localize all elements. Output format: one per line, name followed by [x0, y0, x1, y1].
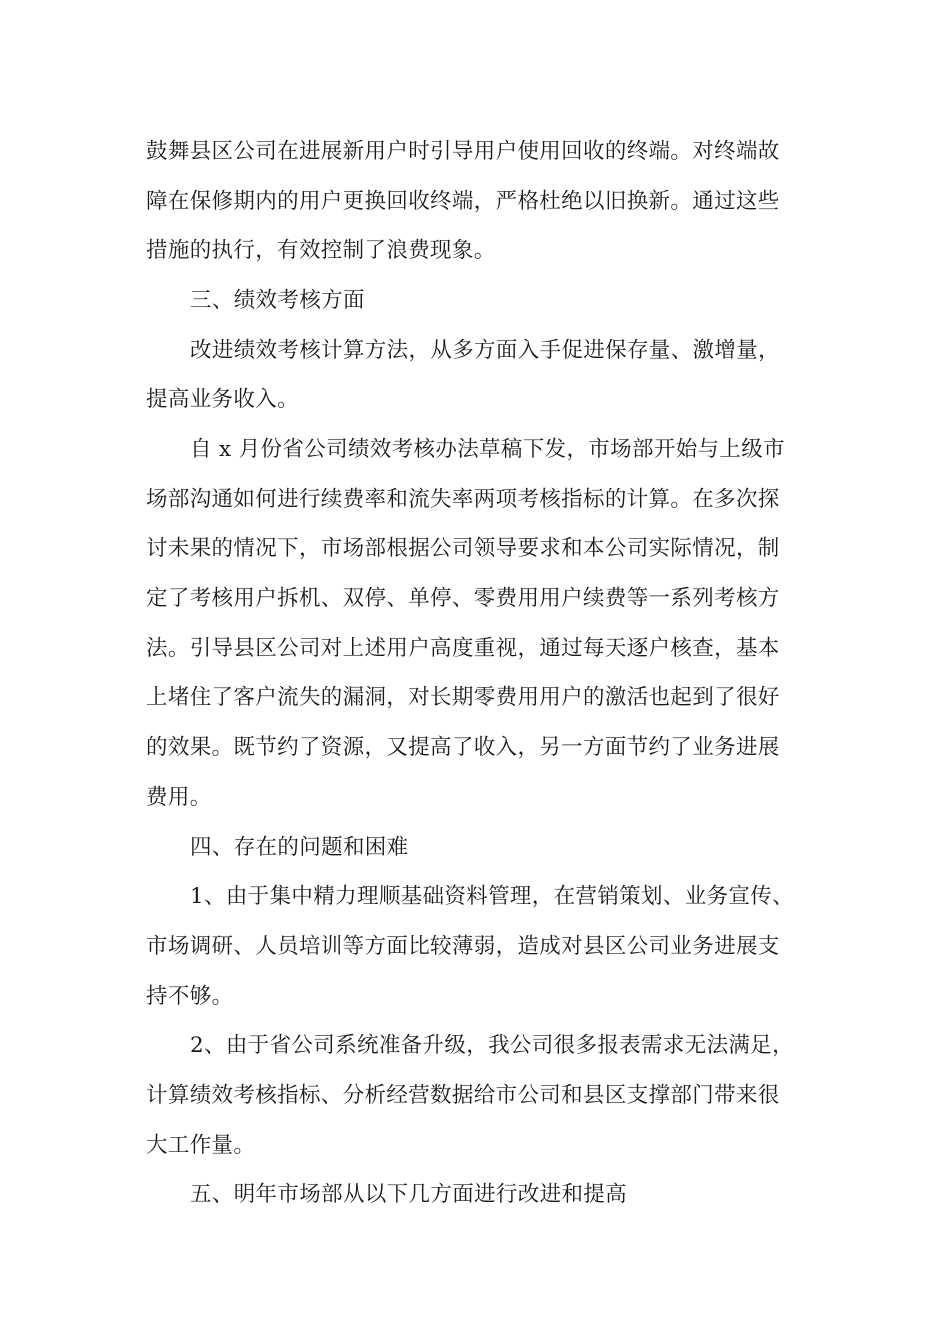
section-heading: 四、存在的问题和困难	[190, 835, 409, 860]
paragraph-line: 自 x 月份省公司绩效考核办法草稿下发，市场部开始与上级市	[190, 437, 785, 462]
section-heading: 三、绩效考核方面	[190, 288, 365, 313]
paragraph-line: 提高业务收入。	[146, 387, 299, 412]
paragraph-line: 费用。	[146, 785, 212, 810]
paragraph-line: 2、由于省公司系统准备升级，我公司很多报表需求无法满足，	[190, 1033, 794, 1058]
paragraph-line: 改进绩效考核计算方法，从多方面入手促进保存量、激增量，	[190, 338, 780, 363]
paragraph-line: 持不够。	[146, 984, 234, 1009]
paragraph-line: 定了考核用户拆机、双停、单停、零费用用户续费等一系列考核方	[146, 586, 780, 611]
paragraph-line: 讨未果的情况下，市场部根据公司领导要求和本公司实际情况，制	[146, 536, 780, 561]
paragraph-line: 计算绩效考核指标、分析经营数据给市公司和县区支撑部门带来很	[146, 1083, 780, 1108]
paragraph-line: 1、由于集中精力理顺基础资料管理，在营销策划、业务宣传、	[190, 884, 794, 909]
paragraph-line: 措施的执行，有效控制了浪费现象。	[146, 238, 496, 263]
paragraph-line: 的效果。既节约了资源，又提高了收入，另一方面节约了业务进展	[146, 735, 780, 760]
paragraph-line: 法。引导县区公司对上述用户高度重视，通过每天逐户核查，基本	[146, 636, 780, 661]
paragraph-line: 大工作量。	[146, 1133, 256, 1158]
paragraph-line: 场部沟通如何进行续费率和流失率两项考核指标的计算。在多次探	[146, 487, 780, 512]
section-heading: 五、明年市场部从以下几方面进行改进和提高	[190, 1182, 628, 1207]
paragraph-line: 上堵住了客户流失的漏洞，对长期零费用用户的激活也起到了很好	[146, 685, 780, 710]
paragraph-line: 市场调研、人员培训等方面比较薄弱，造成对县区公司业务进展支	[146, 934, 780, 959]
paragraph-line: 鼓舞县区公司在进展新用户时引导用户使用回收的终端。对终端故	[146, 139, 780, 164]
paragraph-line: 障在保修期内的用户更换回收终端，严格杜绝以旧换新。通过这些	[146, 189, 780, 214]
